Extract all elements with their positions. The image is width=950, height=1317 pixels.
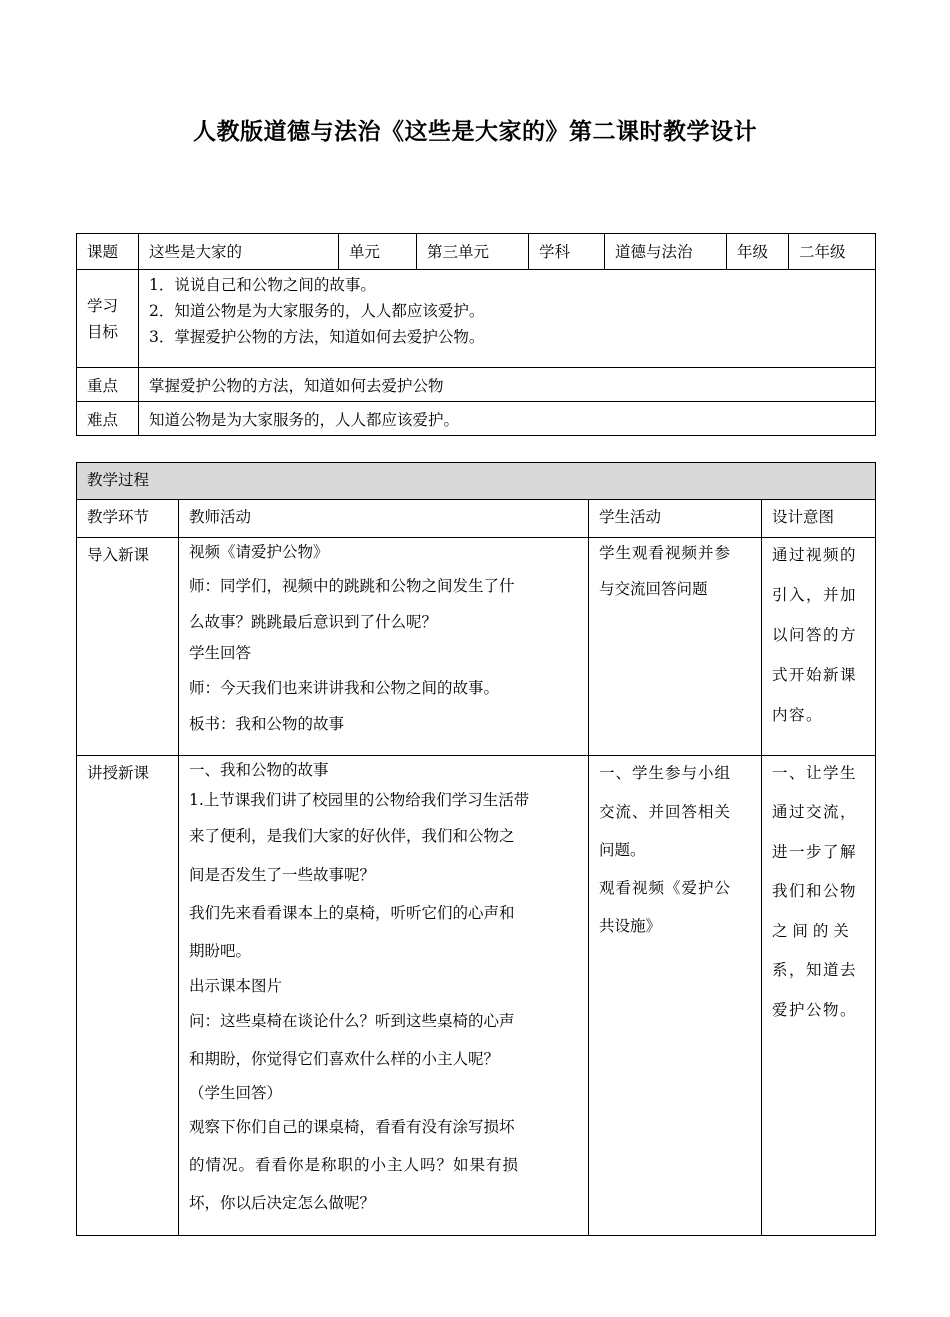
grade-label: 年级 xyxy=(727,234,789,270)
teacher-activity-cell: 一、我和公物的故事 1.上节课我们讲了校园里的公物给我们学习生活带 来了便利，是我们大家的好伙伴，我们和公物之 间是否发生了一些故事呢？ 我们先来看看课本上的桌椅，听听它们的心声和 期盼吧。 出示课本图片 问：这些桌椅在谈论什么？听到这些桌椅的心声 和期盼，你觉得它们喜欢什么样的小主人呢？ （学生回答） 观察下你们自己的课桌椅，看看有没有涂写损坏 的情况。看看你是称职的小主人吗？如果有损 坏，你以后决定怎么做呢？ xyxy=(179,756,589,1236)
column-header-intent: 设计意图 xyxy=(762,500,876,538)
table-row xyxy=(77,538,876,756)
difficulty-label: 难点 xyxy=(77,402,139,436)
process-header: 教学过程 xyxy=(77,463,876,500)
objectives-list xyxy=(139,270,876,368)
stage-cell: 讲授新课 xyxy=(77,756,179,1236)
subject-value: 道德与法治 xyxy=(605,234,727,270)
objective-item: 1．说说自己和公物之间的故事。 xyxy=(149,276,376,294)
info-row-key xyxy=(77,368,876,402)
lesson-info-table xyxy=(76,233,876,436)
table-row xyxy=(77,756,876,1236)
design-intent-cell: 通过视频的 引入，并加 以问答的方 式开始新课 内容。 xyxy=(762,538,876,756)
student-activity-cell: 学生观看视频并参 与交流回答问题 xyxy=(589,538,762,756)
info-row-topic xyxy=(77,234,876,270)
objective-item: 3．掌握爱护公物的方法，知道如何去爱护公物。 xyxy=(149,328,485,346)
stage-cell: 导入新课 xyxy=(77,538,179,756)
info-row-difficulty xyxy=(77,402,876,436)
objective-item: 2．知道公物是为大家服务的，人人都应该爱护。 xyxy=(149,302,485,320)
difficulty-value: 知道公物是为大家服务的，人人都应该爱护。 xyxy=(139,402,876,436)
teaching-process-table xyxy=(76,462,876,1236)
column-header-teacher: 教师活动 xyxy=(179,500,589,538)
unit-value: 第三单元 xyxy=(417,234,529,270)
column-header-stage: 教学环节 xyxy=(77,500,179,538)
info-row-objectives xyxy=(77,270,876,368)
subject-label: 学科 xyxy=(529,234,605,270)
column-header-row xyxy=(77,500,876,538)
grade-value: 二年级 xyxy=(789,234,876,270)
key-value: 掌握爱护公物的方法，知道如何去爱护公物 xyxy=(139,368,876,402)
column-header-student: 学生活动 xyxy=(589,500,762,538)
objectives-label: 学习 目标 xyxy=(77,270,139,368)
topic-value: 这些是大家的 xyxy=(139,234,339,270)
student-activity-cell: 一、学生参与小组 交流、并回答相关 问题。 观看视频《爱护公 共设施》 xyxy=(589,756,762,1236)
topic-label: 课题 xyxy=(77,234,139,270)
key-label: 重点 xyxy=(77,368,139,402)
teacher-activity-cell: 视频《请爱护公物》 师：同学们，视频中的跳跳和公物之间发生了什 么故事？跳跳最后意识到了什么呢？ 学生回答 师：今天我们也来讲讲我和公物之间的故事。 板书：我和公物的故事 xyxy=(179,538,589,756)
design-intent-cell: 一、让学生 通过交流， 进一步了解 我们和公物 之 间 的 关 系，知道去 爱护公物。 xyxy=(762,756,876,1236)
process-header-row xyxy=(77,463,876,500)
unit-label: 单元 xyxy=(339,234,417,270)
page-title: 人教版道德与法治《这些是大家的》第二课时教学设计 xyxy=(193,118,757,145)
